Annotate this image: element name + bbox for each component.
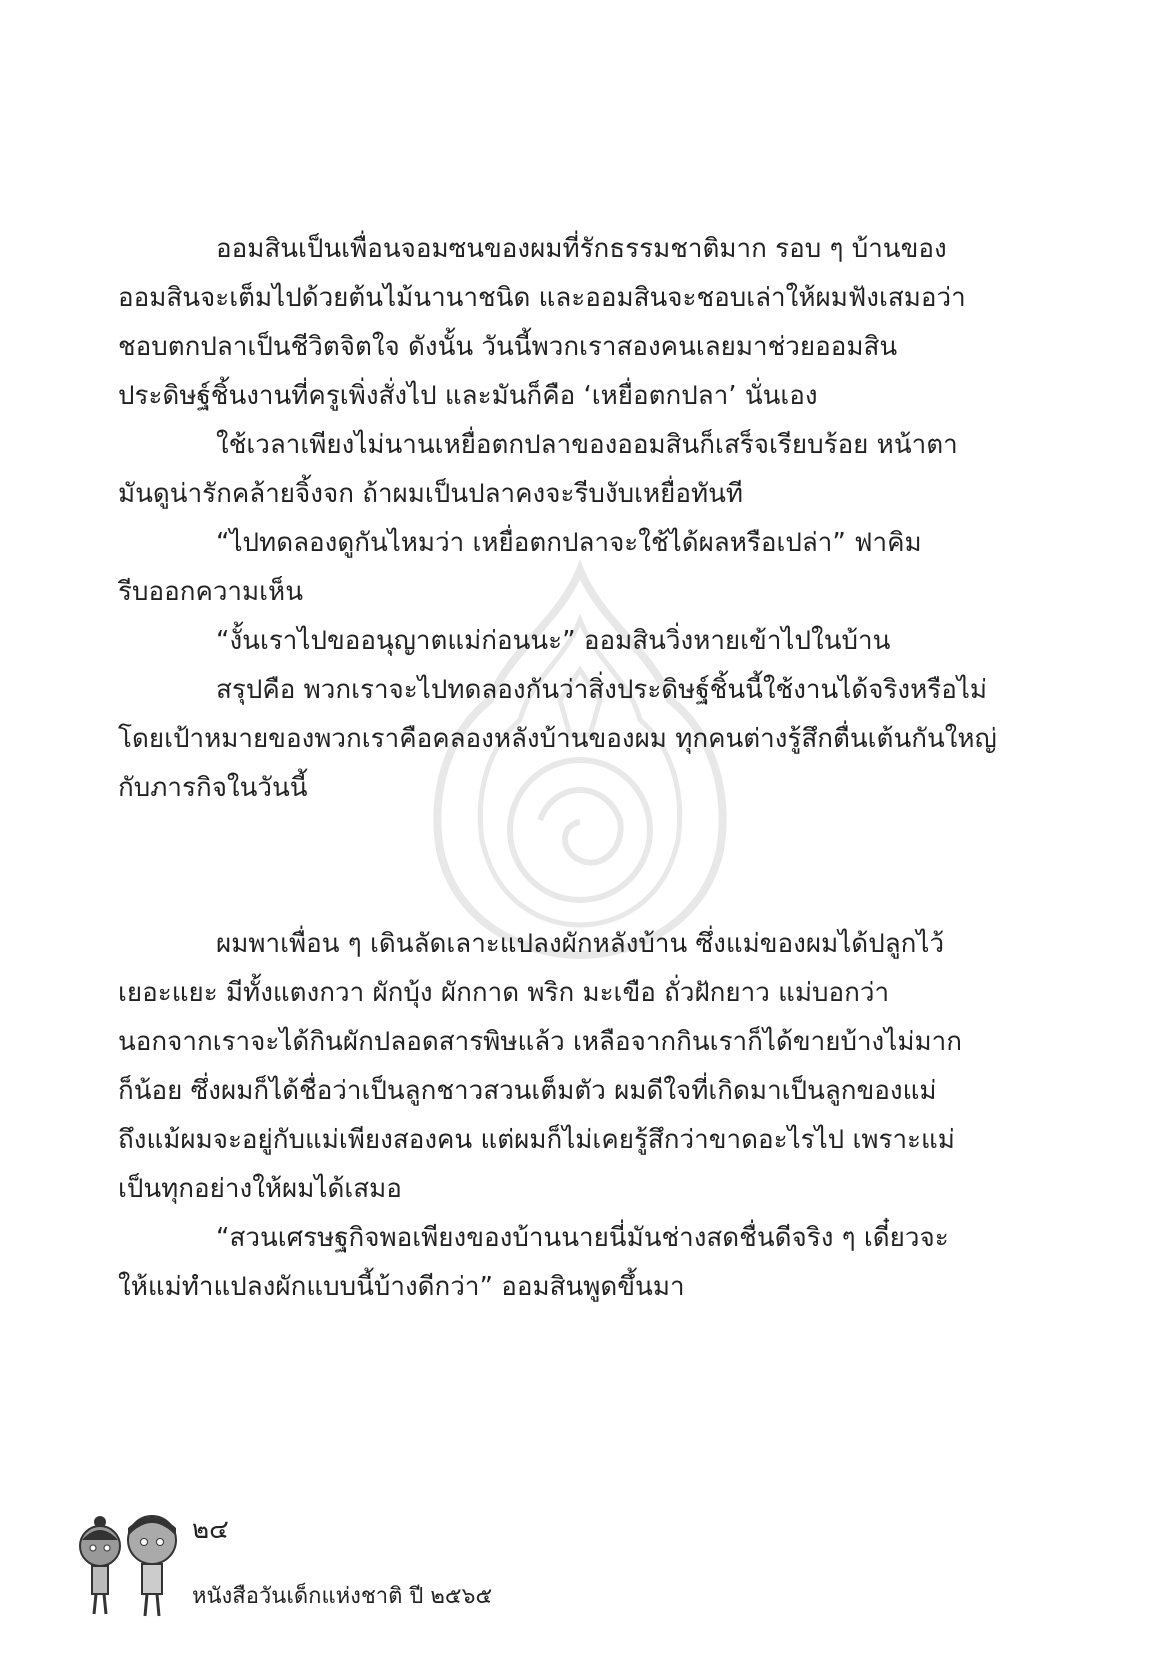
paragraph-line: มันดูน่ารักคล้ายจิ้งจก ถ้าผมเป็นปลาคงจะรีบงับเหยื่อทันที xyxy=(118,479,744,509)
paragraph-line: “งั้นเราไปขออนุญาตแม่ก่อนนะ” ออมสินวิ่งหายเข้าไปในบ้าน xyxy=(216,626,891,656)
paragraph-line: สรุปคือ พวกเราจะไปทดลองกันว่าสิ่งประดิษฐ์ชิ้นนี้ใช้งานได้จริงหรือไม่ xyxy=(216,675,988,705)
paragraph-line: ออมสินจะเต็มไปด้วยต้นไม้นานาชนิด และออมสินจะชอบเล่าให้ผมฟังเสมอว่า xyxy=(118,283,966,313)
page-footer xyxy=(70,1510,570,1640)
paragraph-line: “สวนเศรษฐกิจพอเพียงของบ้านนายนี่มันช่างสดชื่นดีจริง ๆ เดี๋ยวจะ xyxy=(216,1223,949,1253)
paragraph-line: ออมสินเป็นเพื่อนจอมซนของผมที่รักธรรมชาติมาก รอบ ๆ บ้านของ xyxy=(216,234,947,264)
paragraph-line: กับภารกิจในวันนี้ xyxy=(118,773,308,803)
paragraph-line: ให้แม่ทำแปลงผักแบบนี้บ้างดีกว่า” ออมสินพูดขึ้นมา xyxy=(118,1272,685,1302)
cartoon-kids-icon xyxy=(70,1510,190,1630)
paragraph-line: ชอบตกปลาเป็นชีวิตจิตใจ ดังนั้น วันนี้พวกเราสองคนเลยมาช่วยออมสิน xyxy=(118,332,898,362)
paragraph-line: เยอะแยะ มีทั้งแตงกวา ผักบุ้ง ผักกาด พริก มะเขือ ถั่วฝักยาว แม่บอกว่า xyxy=(118,978,890,1008)
paragraph-line: รีบออกความเห็น xyxy=(118,577,303,607)
page-number: ๒๔ xyxy=(192,1515,229,1545)
paragraph-line: โดยเป้าหมายของพวกเราคือคลองหลังบ้านของผม ทุกคนต่างรู้สึกตื่นเต้นกันใหญ่ xyxy=(118,724,997,754)
paragraph-line: ผมพาเพื่อน ๆ เดินลัดเลาะแปลงผักหลังบ้าน ซึ่งแม่ของผมได้ปลูกไว้ xyxy=(216,929,945,959)
paragraph-line: ก็น้อย ซึ่งผมก็ได้ชื่อว่าเป็นลูกชาวสวนเต็มตัว ผมดีใจที่เกิดมาเป็นลูกของแม่ xyxy=(118,1076,937,1106)
paragraph-line: เป็นทุกอย่างให้ผมได้เสมอ xyxy=(118,1174,402,1204)
paragraph-line: นอกจากเราจะได้กินผักปลอดสารพิษแล้ว เหลือจากกินเราก็ได้ขายบ้างไม่มาก xyxy=(118,1027,962,1057)
story-section-1 xyxy=(118,225,1018,813)
paragraph-line: ใช้เวลาเพียงไม่นานเหยื่อตกปลาของออมสินก็เสร็จเรียบร้อย หน้าตา xyxy=(216,430,958,460)
paragraph-line: ประดิษฐ์ชิ้นงานที่ครูเพิ่งสั่งไป และมันก็คือ ‘เหยื่อตกปลา’ นั่นเอง xyxy=(118,381,818,411)
paragraph-line: ถึงแม้ผมจะอยู่กับแม่เพียงสองคน แต่ผมก็ไม่เคยรู้สึกว่าขาดอะไรไป เพราะแม่ xyxy=(118,1125,955,1155)
paragraph-line: “ไปทดลองดูกันไหมว่า เหยื่อตกปลาจะใช้ได้ผลหรือเปล่า” ฟาคิม xyxy=(216,528,922,558)
story-section-2 xyxy=(118,920,1018,1312)
book-title: หนังสือวันเด็กแห่งชาติ ปี ๒๕๖๕ xyxy=(192,1584,493,1609)
